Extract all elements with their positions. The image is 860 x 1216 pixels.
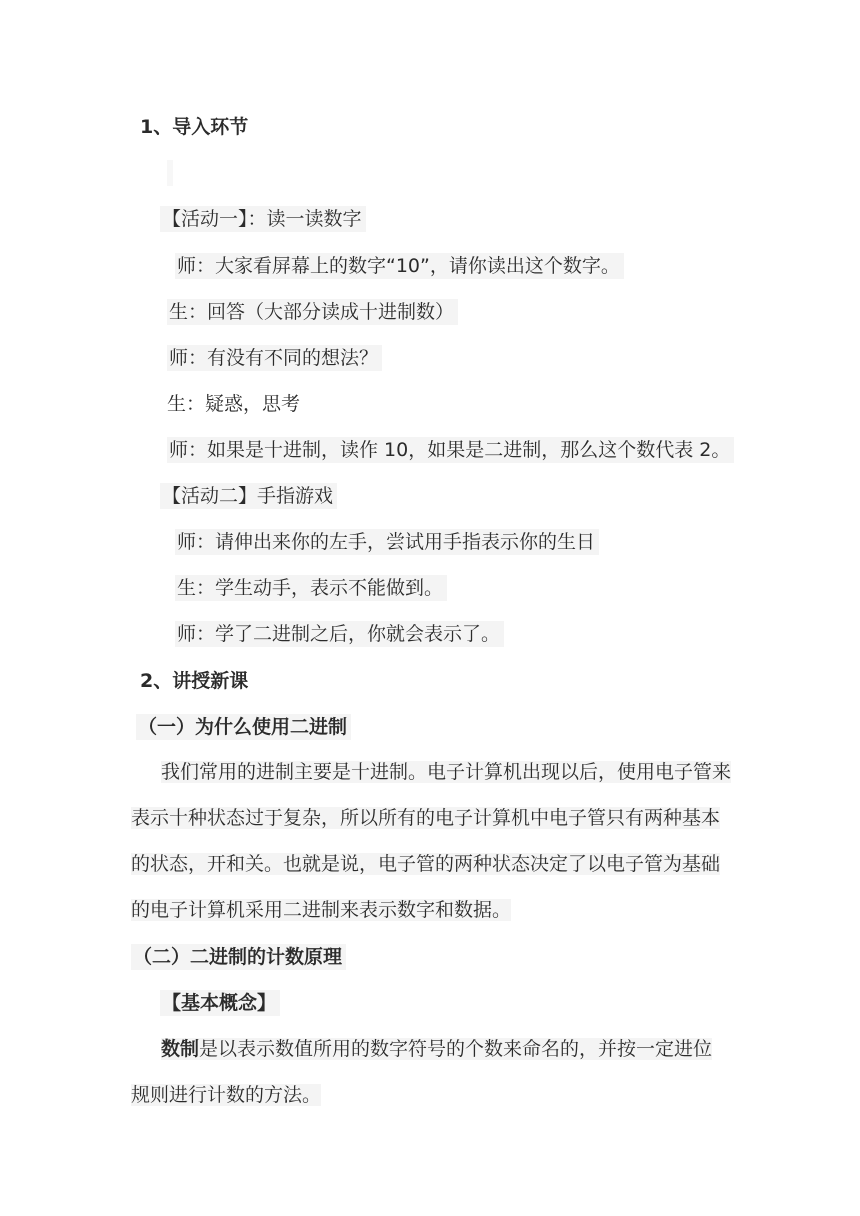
paragraph-why-binary-text: 我们常用的进制主要是十进制。电子计算机出现以后，使用电子管来表示十种状态过于复杂，所以所有的电子计算机中电子管只有两种基本的状态，开和关。也就是说，电子管的两种状态决定了以电子管为基础的电子计算机采用二进制来表示数字和数据。 <box>131 761 732 921</box>
activity-1-line: 师：有没有不同的想法？ <box>167 345 382 371</box>
activity-1-line: 生：疑惑，思考 <box>167 393 301 415</box>
subsection-heading-counting-principle: （二）二进制的计数原理 <box>131 944 346 970</box>
activity-2-line: 生：学生动手，表示不能做到。 <box>175 575 447 601</box>
activity-2-title: 【活动二】手指游戏 <box>160 483 337 509</box>
section-heading-intro: 1、导入环节 <box>140 116 249 138</box>
activity-1-line: 生：回答（大部分读成十进制数） <box>167 299 458 325</box>
activity-2-line: 师：学了二进制之后，你就会表示了。 <box>175 621 504 647</box>
activity-1-title: 【活动一】：读一读数字 <box>160 206 366 232</box>
paragraph-definition <box>131 1026 731 1118</box>
concept-title: 【基本概念】 <box>160 990 280 1016</box>
activity-1-line: 师：大家看屏幕上的数字“10”，请你读出这个数字。 <box>175 253 624 279</box>
paragraph-why-binary <box>131 749 731 933</box>
definition-text: 是以表示数值所用的数字符号的个数来命名的，并按一定进位规则进行计数的方法。 <box>131 1038 713 1106</box>
blank-line-marker <box>167 160 173 186</box>
section-heading-new-lesson: 2、讲授新课 <box>140 670 249 692</box>
activity-1-line: 师：如果是十进制，读作 10，如果是二进制，那么这个数代表 2。 <box>167 437 734 463</box>
subsection-heading-why-binary: （一）为什么使用二进制 <box>136 714 351 740</box>
definition-term: 数制 <box>161 1038 200 1060</box>
activity-2-line: 师：请伸出来你的左手，尝试用手指表示你的生日 <box>175 529 599 555</box>
